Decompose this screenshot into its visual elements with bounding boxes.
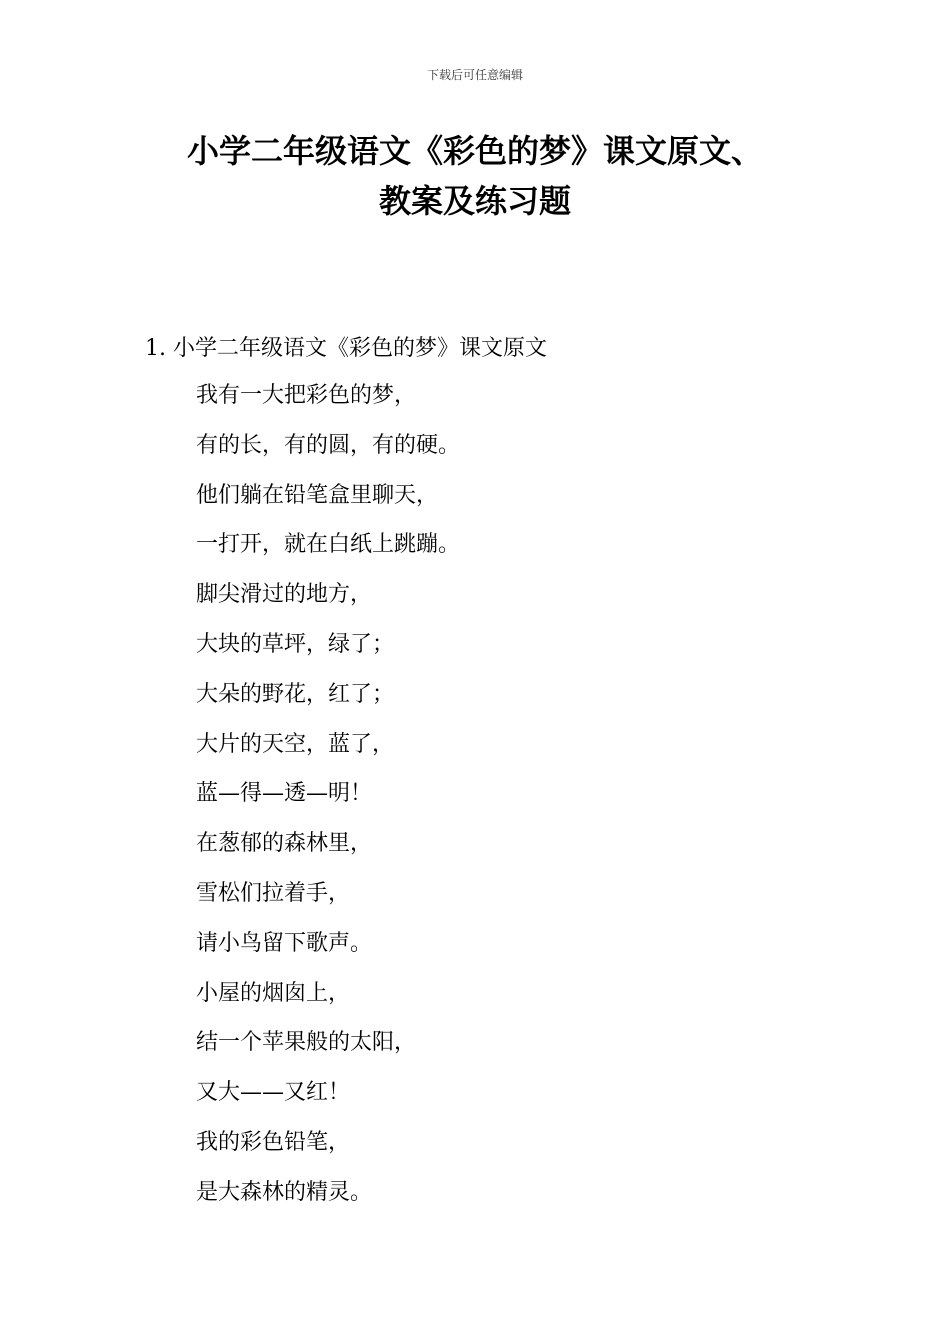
poem-line: 又大——又红！ xyxy=(196,1080,351,1106)
poem-line: 我有一大把彩色的梦， xyxy=(196,383,417,408)
poem-line: 一打开，就在白纸上跳蹦。 xyxy=(196,532,461,558)
section-heading: 1. 小学二年级语文《彩色的梦》课文原文 xyxy=(145,336,547,361)
poem-line: 在葱郁的森林里， xyxy=(196,831,373,857)
poem-line: 大片的天空，蓝了， xyxy=(196,731,395,757)
poem-line: 有的长，有的圆，有的硬。 xyxy=(196,432,461,458)
poem-text xyxy=(196,380,460,1227)
poem-line: 脚尖滑过的地方， xyxy=(196,582,373,608)
poem-line: 蓝—得—透—明！ xyxy=(196,781,373,807)
poem-line: 他们躺在铅笔盒里聊天， xyxy=(196,482,439,508)
title-line-2: 教案及练习题 xyxy=(378,182,571,220)
poem-line: 大块的草坪，绿了； xyxy=(196,631,395,657)
poem-line: 是大森林的精灵。 xyxy=(196,1179,373,1205)
poem-line: 雪松们拉着手， xyxy=(196,880,351,906)
poem-line: 我的彩色铅笔， xyxy=(196,1129,351,1155)
document-title xyxy=(60,126,890,226)
poem-line: 大朵的野花，红了； xyxy=(196,681,395,707)
poem-line: 请小鸟留下歌声。 xyxy=(196,930,373,956)
header-note: 下载后可任意编辑 xyxy=(426,68,523,82)
poem-line: 小屋的烟囱上， xyxy=(196,980,351,1006)
title-line-1: 小学二年级语文《彩色的梦》课文原文、 xyxy=(186,132,763,170)
poem-line: 结一个苹果般的太阳， xyxy=(196,1030,417,1056)
